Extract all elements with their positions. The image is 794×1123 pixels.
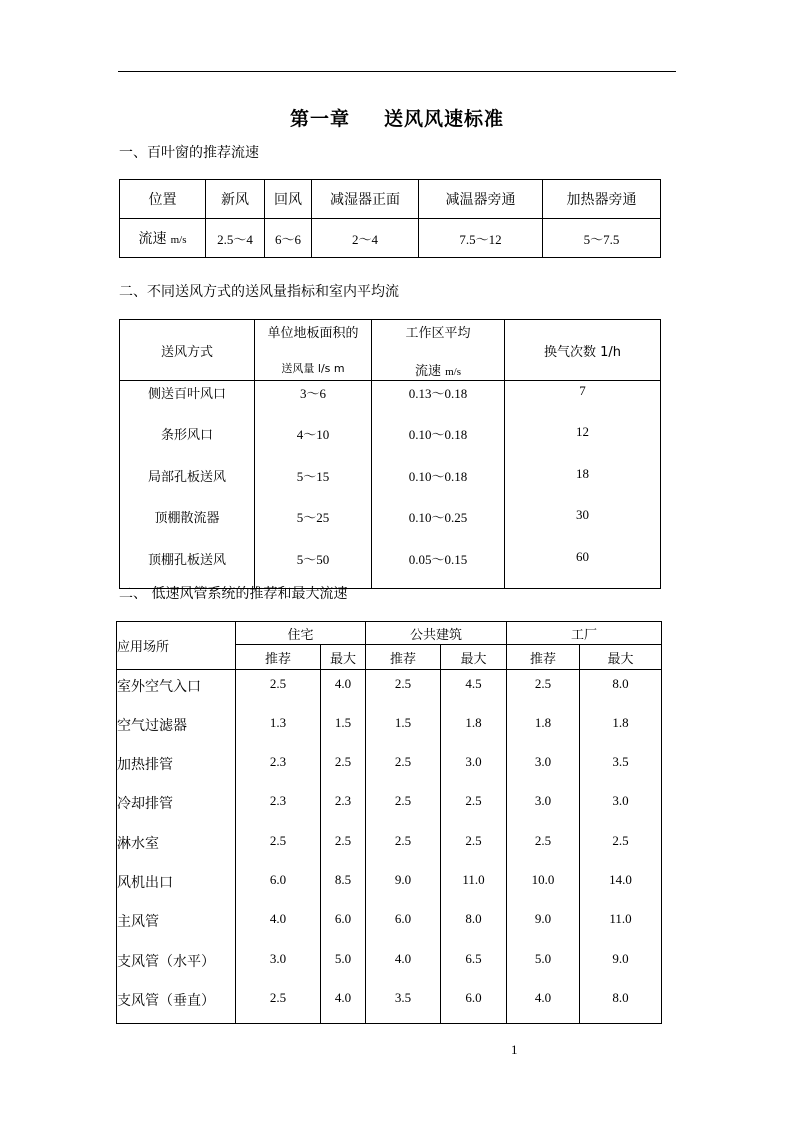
value-cell: 9.0 bbox=[366, 866, 441, 905]
place-cell: 支风管（垂直） bbox=[117, 984, 236, 1023]
value-cell: 10.0 bbox=[507, 866, 580, 905]
value-cell: 11.0 bbox=[441, 866, 507, 905]
header-cell: 减湿器正面 bbox=[312, 180, 419, 219]
ach-cell: 12 bbox=[505, 422, 661, 463]
header-place: 应用场所 bbox=[117, 622, 236, 670]
place-cell: 冷却排管 bbox=[117, 787, 236, 826]
sub-header: 最大 bbox=[441, 645, 507, 670]
value-cell: 5.0 bbox=[507, 945, 580, 984]
value-cell: 3.0 bbox=[507, 787, 580, 826]
value-cell: 2.3 bbox=[321, 787, 366, 826]
group-header: 工厂 bbox=[507, 622, 662, 645]
speed-cell: 0.13～0.18 bbox=[372, 381, 505, 423]
value-cell: 6～6 bbox=[265, 219, 312, 258]
section2-heading: 二、不同送风方式的送风量指标和室内平均流 bbox=[119, 284, 399, 300]
value-cell: 1.5 bbox=[321, 709, 366, 748]
value-cell: 14.0 bbox=[580, 866, 662, 905]
value-cell: 2.5 bbox=[366, 787, 441, 826]
header-cell: 回风 bbox=[265, 180, 312, 219]
value-cell: 1.8 bbox=[580, 709, 662, 748]
sub-header: 推荐 bbox=[236, 645, 321, 670]
table-row bbox=[120, 505, 661, 546]
value-cell: 3.5 bbox=[366, 984, 441, 1023]
speed-cell: 0.10～0.18 bbox=[372, 422, 505, 463]
table-row bbox=[117, 670, 662, 709]
value-cell: 8.0 bbox=[441, 905, 507, 944]
table-row bbox=[117, 827, 662, 866]
duct-velocity-table bbox=[116, 621, 662, 1024]
place-cell: 淋水室 bbox=[117, 827, 236, 866]
row-label-text: 流速 bbox=[138, 231, 167, 247]
value-cell: 2.3 bbox=[236, 787, 321, 826]
air-supply-table bbox=[119, 319, 661, 589]
value-cell: 2.5 bbox=[236, 670, 321, 709]
value-cell: 4.0 bbox=[236, 905, 321, 944]
ach-cell: 60 bbox=[505, 547, 661, 589]
value-cell: 2.5 bbox=[441, 827, 507, 866]
value-cell: 6.0 bbox=[366, 905, 441, 944]
header-ach: 换气次数 1/h bbox=[505, 320, 661, 381]
section3-heading: 二、 低速风管系统的推荐和最大流速 bbox=[119, 586, 348, 602]
duct-table-body bbox=[117, 670, 662, 1024]
group-header: 住宅 bbox=[236, 622, 366, 645]
table-row bbox=[117, 709, 662, 748]
sub-header: 推荐 bbox=[507, 645, 580, 670]
header-speed-line2: 流速 bbox=[414, 364, 441, 379]
value-cell: 2.5 bbox=[321, 748, 366, 787]
sub-header: 推荐 bbox=[366, 645, 441, 670]
value-cell: 3.0 bbox=[441, 748, 507, 787]
value-cell: 6.0 bbox=[441, 984, 507, 1023]
mode-cell: 顶棚散流器 bbox=[120, 505, 255, 546]
value-cell: 2.5 bbox=[236, 827, 321, 866]
louver-velocity-table bbox=[119, 179, 661, 258]
ach-cell: 7 bbox=[505, 381, 661, 423]
value-cell: 6.0 bbox=[236, 866, 321, 905]
place-cell: 加热排管 bbox=[117, 748, 236, 787]
sub-header: 最大 bbox=[580, 645, 662, 670]
header-cell: 减温器旁通 bbox=[419, 180, 543, 219]
area-cell: 5～25 bbox=[255, 505, 372, 546]
row-label-unit: m/s bbox=[170, 234, 187, 246]
value-cell: 2.5 bbox=[366, 670, 441, 709]
value-cell: 2.5 bbox=[441, 787, 507, 826]
place-cell: 主风管 bbox=[117, 905, 236, 944]
value-cell: 3.0 bbox=[507, 748, 580, 787]
table-row bbox=[117, 905, 662, 944]
mode-cell: 侧送百叶风口 bbox=[120, 381, 255, 423]
area-cell: 5～50 bbox=[255, 547, 372, 589]
table-row bbox=[120, 422, 661, 463]
table-row bbox=[117, 866, 662, 905]
table-row bbox=[120, 219, 661, 258]
mode-cell: 条形风口 bbox=[120, 422, 255, 463]
header-rule bbox=[118, 71, 676, 72]
value-cell: 2.5 bbox=[366, 748, 441, 787]
ach-cell: 18 bbox=[505, 464, 661, 505]
value-cell: 9.0 bbox=[507, 905, 580, 944]
value-cell: 4.0 bbox=[366, 945, 441, 984]
value-cell: 3.0 bbox=[236, 945, 321, 984]
chapter-number: 第一章 bbox=[289, 108, 350, 130]
value-cell: 4.5 bbox=[441, 670, 507, 709]
value-cell: 2.5 bbox=[366, 827, 441, 866]
header-speed bbox=[372, 320, 505, 381]
section1-heading: 一、百叶窗的推荐流速 bbox=[119, 145, 259, 161]
group-header: 公共建筑 bbox=[366, 622, 507, 645]
value-cell: 3.0 bbox=[580, 787, 662, 826]
page-title bbox=[0, 104, 794, 131]
page-number: 1 bbox=[511, 1042, 518, 1057]
table-header-row bbox=[117, 622, 662, 645]
area-cell: 3～6 bbox=[255, 381, 372, 423]
table-row bbox=[117, 787, 662, 826]
header-speed-line1: 工作区平均 bbox=[405, 326, 471, 341]
value-cell: 2.5～4 bbox=[206, 219, 265, 258]
value-cell: 4.0 bbox=[507, 984, 580, 1023]
table-row bbox=[117, 945, 662, 984]
header-area-line1: 单位地板面积的 bbox=[267, 326, 359, 341]
value-cell: 1.8 bbox=[441, 709, 507, 748]
place-cell: 室外空气入口 bbox=[117, 670, 236, 709]
value-cell: 3.5 bbox=[580, 748, 662, 787]
table-row bbox=[120, 381, 661, 423]
value-cell: 8.0 bbox=[580, 670, 662, 709]
table-header-row bbox=[120, 320, 661, 381]
header-area bbox=[255, 320, 372, 381]
row-label bbox=[120, 219, 206, 258]
place-cell: 支风管（水平） bbox=[117, 945, 236, 984]
header-cell: 加热器旁通 bbox=[543, 180, 661, 219]
value-cell: 2～4 bbox=[312, 219, 419, 258]
value-cell: 4.0 bbox=[321, 984, 366, 1023]
mode-cell: 局部孔板送风 bbox=[120, 464, 255, 505]
area-cell: 4～10 bbox=[255, 422, 372, 463]
table-row bbox=[117, 984, 662, 1023]
value-cell: 1.8 bbox=[507, 709, 580, 748]
value-cell: 8.5 bbox=[321, 866, 366, 905]
chapter-title: 送风风速标准 bbox=[384, 108, 505, 130]
value-cell: 2.3 bbox=[236, 748, 321, 787]
value-cell: 4.0 bbox=[321, 670, 366, 709]
place-cell: 风机出口 bbox=[117, 866, 236, 905]
header-cell: 位置 bbox=[120, 180, 206, 219]
value-cell: 11.0 bbox=[580, 905, 662, 944]
table-header-row bbox=[120, 180, 661, 219]
value-cell: 2.5 bbox=[321, 827, 366, 866]
value-cell: 2.5 bbox=[236, 984, 321, 1023]
value-cell: 2.5 bbox=[507, 827, 580, 866]
value-cell: 9.0 bbox=[580, 945, 662, 984]
header-speed-unit: m/s bbox=[445, 366, 462, 378]
ach-cell: 30 bbox=[505, 505, 661, 546]
header-cell: 新风 bbox=[206, 180, 265, 219]
value-cell: 6.5 bbox=[441, 945, 507, 984]
header-mode: 送风方式 bbox=[120, 320, 255, 381]
value-cell: 2.5 bbox=[507, 670, 580, 709]
sub-header: 最大 bbox=[321, 645, 366, 670]
value-cell: 6.0 bbox=[321, 905, 366, 944]
speed-cell: 0.10～0.18 bbox=[372, 464, 505, 505]
header-area-line2: 送风量 l/s m bbox=[281, 362, 345, 375]
table-row bbox=[120, 464, 661, 505]
mode-cell: 顶棚孔板送风 bbox=[120, 547, 255, 589]
table-row bbox=[117, 748, 662, 787]
value-cell: 5.0 bbox=[321, 945, 366, 984]
value-cell: 2.5 bbox=[580, 827, 662, 866]
value-cell: 5～7.5 bbox=[543, 219, 661, 258]
value-cell: 8.0 bbox=[580, 984, 662, 1023]
value-cell: 7.5～12 bbox=[419, 219, 543, 258]
speed-cell: 0.10～0.25 bbox=[372, 505, 505, 546]
value-cell: 1.5 bbox=[366, 709, 441, 748]
value-cell: 1.3 bbox=[236, 709, 321, 748]
area-cell: 5～15 bbox=[255, 464, 372, 505]
speed-cell: 0.05～0.15 bbox=[372, 547, 505, 589]
place-cell: 空气过滤器 bbox=[117, 709, 236, 748]
